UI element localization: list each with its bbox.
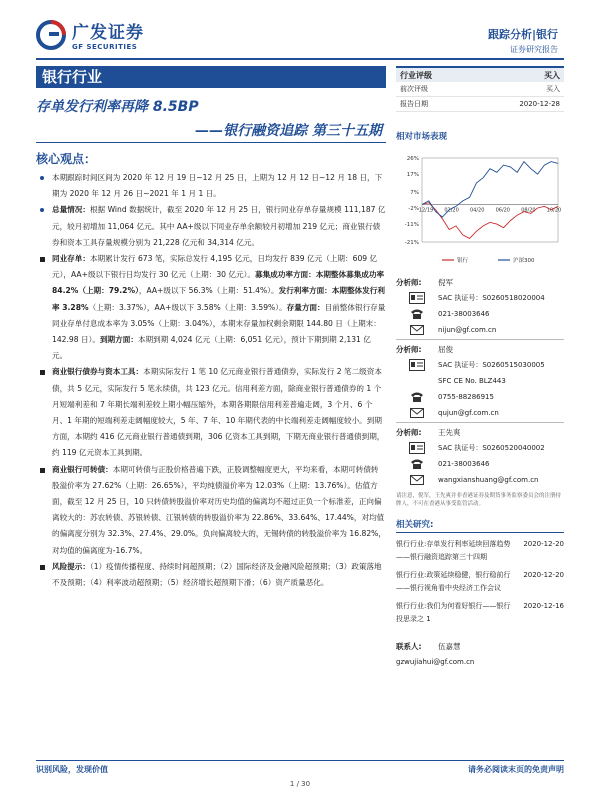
sidebar (396, 66, 564, 670)
legend-label: 银行 (457, 258, 469, 264)
contact-block: 联系人: 伍嘉慧 gzwujiahui@gf.com.cn (396, 641, 475, 666)
email-icon (410, 408, 424, 418)
paragraph-convertibles: 商业银行可转债：本期可转债与正股价格普遍下跌，正股调整幅度更大，平均来看，本期可转债转股溢价率为 27.62%（上期：26.65%），平均纯债溢价率为 12.03%（上期：13.76%）。估值方面，截至 12 月 25 日，10 只转债转股溢价率对历史均值的偏离均不超过正负一个标准差，正向偏离较大的：苏农转债、苏银转债、江银转债的转股溢价率为 22.86%、33.64%、17.44%，对均值的偏离度分别为 32.3%、27.4%、29.0%。负向偏离较大的，无锡转债的转股溢价率为 16.82%，对均值的偏离度为-16.7%。 (36, 462, 386, 559)
logo-cn: 广发证券 (72, 23, 144, 43)
rating-row: 报告日期 2020-12-28 (396, 97, 564, 112)
series-line-0 (422, 203, 558, 239)
chart-heading: 相对市场表现 (396, 132, 448, 142)
phone-icon (410, 391, 424, 403)
footer-divider (36, 760, 564, 761)
analyst-name: 王先爽 (438, 427, 461, 437)
related-research-heading: 相关研究: (396, 518, 564, 533)
related-item[interactable]: 银行行业:政策延续稳健，银行稳前行——银行视角看中央经济工作会议 2020-12-20 (396, 571, 564, 592)
related-item[interactable]: 银行行业:我们为何看好银行——银行投思录之 1 2020-12-16 (396, 602, 564, 623)
phone-icon (410, 308, 424, 320)
relative-performance-chart (396, 150, 564, 268)
analysts-block: 分析师: 倪军 SAC 执证号：S0260518020004 021-38003646 nijun@gf.com.cn 分析师: 屈俊 SAC 执证号：S0260515030005 SFC CE No. BLZ443 0755-88286915 qujun@gf.com.cn 分析师: 王先爽 SAC 执证号：S0260520040002 021-38003646 wangxianshuang@gf.com.cn 请注意，倪军，王先爽并非香港证券及期货事务监察委员会的注册持牌人，不可在香港从事受监管活动。 (396, 274, 564, 508)
footer-slogan: 识别风险，发现价值 (36, 765, 108, 774)
contact-name: 伍嘉慧 (438, 641, 461, 651)
analyst-name: 倪军 (438, 277, 453, 287)
x-tick-label: 08/20 (521, 207, 536, 214)
gf-logo (36, 18, 144, 51)
y-tick-label: -21% (404, 240, 419, 246)
plot-frame (422, 158, 558, 242)
page-header (0, 0, 600, 62)
footer-disclaimer-note: 请务必阅读末页的免责声明 (468, 765, 564, 774)
paragraph-bank-bonds: 商业银行债券与资本工具：本期实际发行 1 笔 10 亿元商业银行普通债券，实际发行 2 笔二级资本债，共 5 亿元，实际发行 5 笔永续债，共 123 亿元。信用利差方面，除商业银行普通债券的 1 个月短端利差和 7 年期长端利差较上期小幅压缩外，本期各期限信用利差普遍走阔，3 个月、6 个月、1 年期的短端利差走阔幅度较大，5 年、7 年、10 年期代表的中长端利差走阔幅度较小。到期方面，本期约 416 亿元商业银行普通债到期，306 亿资本工具到期，下期无商业银行普通债到期，约 119 亿元资本工具到期。 (36, 364, 386, 461)
header-divider (36, 58, 564, 60)
rating-row: 前次评级 买入 (396, 82, 564, 97)
x-tick-label: 12/19 (418, 207, 434, 214)
y-tick-label: -11% (404, 222, 419, 229)
rating-header: 行业评级 买入 (396, 66, 564, 82)
y-tick-label: 7% (410, 189, 419, 196)
y-tick-label: 26% (406, 156, 419, 162)
phone-icon (410, 458, 424, 470)
gf-logo-icon (36, 20, 66, 50)
y-tick-label: 17% (406, 172, 419, 179)
logo-en: GF SECURITIES (72, 43, 138, 51)
legend-label: 沪深300 (513, 258, 535, 264)
paragraph-total: 总量情况：根据 Wind 数据统计，截至 2020 年 12 月 25 日，银行同业存单存量规模 111,187 亿元，较月初增加 11,064 亿元。其中 AA+级以下同业存单余额较月初增加 219 亿元；商业银行债券和资本工具存量规模分别为 21,228 亿元和 34,314 亿元。 (36, 202, 386, 251)
x-tick-label: 06/20 (495, 207, 511, 214)
related-item[interactable]: 银行行业:存单发行利率延续回落趋势——银行融资追踪第三十四期 2020-12-20 (396, 540, 564, 561)
x-tick-label: 04/20 (469, 207, 485, 214)
doc-subtype: 证券研究报告 (510, 45, 558, 54)
paragraph-risk: 风险提示：（1）疫情传播程度、持续时间超预期；（2）国际经济及金融风险超预期；（3）政策落地不及预期；（4）利率波动超预期；（5）经济增长超预期下滑；（6）资产质量恶化。 (36, 559, 386, 591)
paragraph-ncd: 同业存单：本期累计发行 673 笔，实际总发行 4,195 亿元，日均发行 839 亿元（上期：609 亿元），AA+级以下银行日均发行 30 亿元（上期：30 亿元）。募集成功率方面：本期整体募集成功率 84.2%（上期：79.2%），AA+级以下 56.3%（上期：51.4%）。发行利率方面：本期整体发行利率 3.28%（上期：3.37%），AA+级以下 3.58%（上期：3.59%）。存量方面：目前整体银行存量同业存单付息成本率为 3.05%（上期：3.04%），本期末存量加权剩余期限 144.80 日（上期末：142.98 日）。到期方面：本期到期 4,024 亿元（上期：6,051 亿元），预计下期到期 2,131 亿元。 (36, 251, 386, 364)
sector-banner: 银行行业 (36, 66, 386, 88)
email-icon (410, 475, 424, 485)
core-views-heading: 核心观点： (36, 152, 97, 166)
doc-type: 跟踪分析|银行 (487, 28, 558, 41)
x-tick-label: 10/20 (546, 207, 562, 214)
series-line-1 (422, 162, 558, 217)
id-card-icon (409, 292, 425, 304)
email-icon (410, 325, 424, 335)
y-tick-label: -2% (408, 206, 419, 213)
main-body (36, 170, 386, 591)
paragraph-period: 本期跟踪时间区间为 2020 年 12 月 19 日~12 月 25 日，上期为 12 月 12 日~12 月 18 日，下期为 2020 年 12 月 26 日~2021 年 1 月 1 日。 (36, 170, 386, 202)
id-card-icon (409, 442, 425, 454)
id-card-icon (409, 359, 425, 371)
page-number: 1 / 30 (289, 780, 311, 788)
contact-email[interactable]: gzwujiahui@gf.com.cn (396, 658, 475, 666)
title-divider (36, 142, 386, 143)
report-subtitle: ——银行融资追踪 第三十五期 (195, 123, 382, 139)
disclaimer: 请注意，倪军，王先爽并非香港证券及期货事务监察委员会的注册持牌人，不可在香港从事受监管活动。 (396, 493, 562, 507)
analyst-name: 屈俊 (438, 344, 453, 354)
x-tick-label: 02/20 (444, 207, 459, 214)
report-title: 存单发行利率再降 8.5BP (36, 99, 199, 115)
chart-svg (396, 150, 564, 268)
